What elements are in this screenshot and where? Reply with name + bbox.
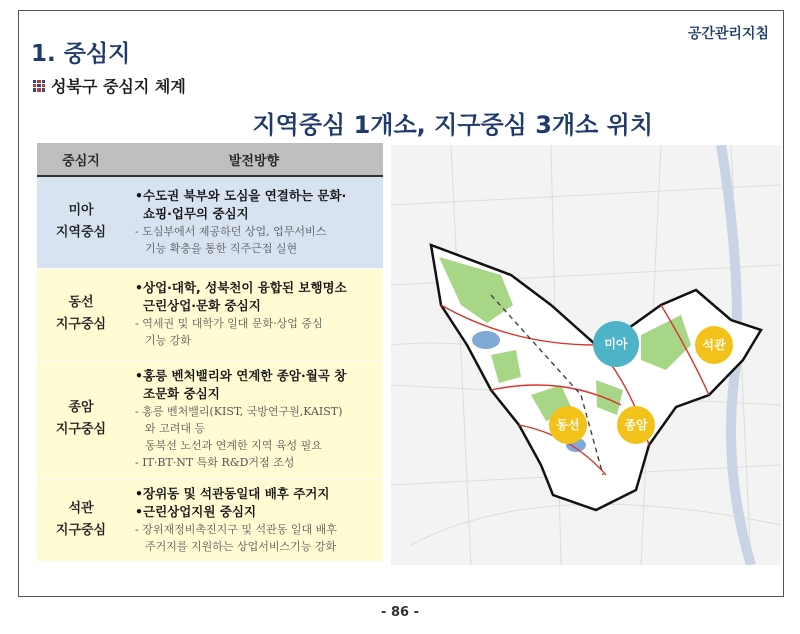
center-name: 종암 지구중심 xyxy=(37,360,125,478)
slide-frame xyxy=(18,10,784,597)
section-subtitle xyxy=(33,74,186,97)
center-name: 미아 지역중심 xyxy=(37,176,125,268)
district-map-svg xyxy=(391,145,781,565)
table-row xyxy=(37,478,383,561)
center-name: 석관 지구중심 xyxy=(37,478,125,561)
center-name: 동선 지구중심 xyxy=(37,268,125,360)
center-description: •상업·대학, 성북천이 융합된 보행명소 근린상업·문화 중심지 - 역세권 및 대학가 일대 문화·상업 중심 기능 강화 xyxy=(125,268,383,360)
center-label-seokgwan: 석관 xyxy=(702,338,726,352)
headline: 지역중심 1개소, 지구중심 3개소 위치 xyxy=(252,111,653,139)
grid-bullet-icon xyxy=(33,80,45,92)
page-title: 1. 중심지 xyxy=(31,41,131,67)
table-row xyxy=(37,176,383,268)
header-direction: 발전방향 xyxy=(125,143,383,176)
center-label-mia: 미아 xyxy=(604,337,628,351)
center-label-jongam: 종암 xyxy=(624,418,648,432)
table-row xyxy=(37,268,383,360)
district-map xyxy=(391,145,781,565)
header-tag: 공간관리지침 xyxy=(687,26,769,42)
center-table xyxy=(37,143,383,562)
center-description: •홍릉 벤처밸리와 연계한 종암·월곡 창 조문화 중심지 - 홍릉 벤처밸리(KIST, 국방연구원,KAIST) 와 고려대 등 동북선 노선과 연계한 지역 육성 필요 - IT·BT·NT 특화 R&D거점 조성 xyxy=(125,360,383,478)
table-header-row xyxy=(37,143,383,176)
header-center: 중심지 xyxy=(37,143,125,176)
page-number: - 86 - xyxy=(381,605,419,620)
table-row xyxy=(37,360,383,478)
center-description: •장위동 및 석관동일대 배후 주거지 •근린상업지원 중심지 - 장위재정비촉진지구 및 석관동 일대 배후 주거지를 지원하는 상업서비스기능 강화 xyxy=(125,478,383,561)
center-description: •수도권 북부와 도심을 연결하는 문화· 쇼핑·업무의 중심지 - 도심부에서 제공하던 상업, 업무서비스 기능 확충을 통한 직주근접 실현 xyxy=(125,176,383,268)
subtitle-text: 성북구 중심지 체계 xyxy=(51,77,186,96)
center-label-dongseon: 동선 xyxy=(556,418,580,432)
